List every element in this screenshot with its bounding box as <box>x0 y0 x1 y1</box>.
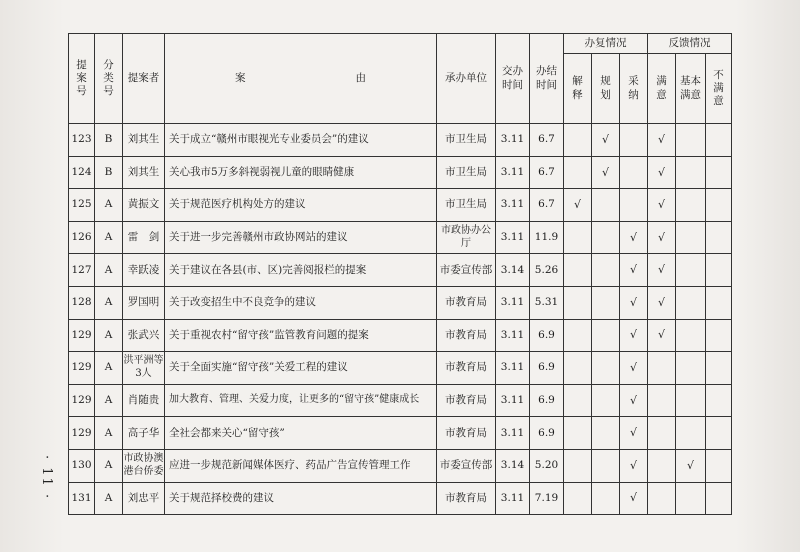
cell-reply-explain <box>564 124 592 157</box>
cell-category: A <box>95 449 123 482</box>
table-row <box>69 482 732 515</box>
header-completed: 办结时间 <box>530 34 564 124</box>
cell-category: A <box>95 482 123 515</box>
header-reply-explain: 解释 <box>564 54 592 124</box>
cell-proposer: 刘其生 <box>123 156 165 189</box>
header-reply-group: 办复情况 <box>564 34 648 54</box>
proposal-table <box>68 33 732 515</box>
cell-fb-basic <box>676 156 706 189</box>
cell-no: 123 <box>69 124 95 157</box>
cell-subject: 关于规范择校费的建议 <box>165 482 437 515</box>
cell-completed: 11.9 <box>530 221 564 254</box>
cell-proposer: 市政协澳港台侨委 <box>123 449 165 482</box>
cell-delivered: 3.11 <box>496 384 530 417</box>
cell-category: B <box>95 156 123 189</box>
cell-subject: 关于全面实施“留守孩”关爱工程的建议 <box>165 352 437 385</box>
cell-fb-not <box>706 124 732 157</box>
cell-proposer: 洪平洲等3人 <box>123 352 165 385</box>
cell-fb-basic <box>676 352 706 385</box>
cell-fb-satisfied: √ <box>648 286 676 319</box>
cell-no: 129 <box>69 384 95 417</box>
cell-fb-not <box>706 384 732 417</box>
cell-delivered: 3.11 <box>496 189 530 222</box>
cell-fb-satisfied: √ <box>648 124 676 157</box>
cell-reply-explain <box>564 352 592 385</box>
cell-fb-satisfied: √ <box>648 156 676 189</box>
cell-reply-plan <box>592 286 620 319</box>
cell-category: A <box>95 319 123 352</box>
cell-delivered: 3.11 <box>496 156 530 189</box>
cell-reply-explain <box>564 384 592 417</box>
header-dept: 承办单位 <box>437 34 496 124</box>
cell-completed: 7.19 <box>530 482 564 515</box>
header-subject-left: 案 <box>235 71 246 84</box>
header-fb-basic: 基本满意 <box>676 54 706 124</box>
cell-proposer: 罗国明 <box>123 286 165 319</box>
cell-fb-basic <box>676 319 706 352</box>
cell-reply-adopt: √ <box>620 384 648 417</box>
cell-dept: 市教育局 <box>437 384 496 417</box>
cell-reply-plan <box>592 254 620 287</box>
table-row <box>69 417 732 450</box>
cell-category: A <box>95 221 123 254</box>
table-row <box>69 352 732 385</box>
cell-delivered: 3.11 <box>496 352 530 385</box>
cell-proposer: 肖随贵 <box>123 384 165 417</box>
cell-reply-plan <box>592 384 620 417</box>
cell-dept: 市政协办公厅 <box>437 221 496 254</box>
cell-reply-explain <box>564 254 592 287</box>
cell-completed: 6.7 <box>530 124 564 157</box>
cell-completed: 5.31 <box>530 286 564 319</box>
cell-fb-basic <box>676 286 706 319</box>
cell-fb-not <box>706 417 732 450</box>
cell-reply-explain <box>564 156 592 189</box>
cell-delivered: 3.14 <box>496 254 530 287</box>
cell-proposer: 雷 剑 <box>123 221 165 254</box>
cell-subject: 全社会都来关心“留守孩” <box>165 417 437 450</box>
cell-fb-basic <box>676 221 706 254</box>
cell-completed: 6.9 <box>530 352 564 385</box>
table-header <box>69 34 732 124</box>
cell-reply-adopt <box>620 124 648 157</box>
cell-fb-not <box>706 482 732 515</box>
cell-fb-basic <box>676 384 706 417</box>
cell-reply-adopt <box>620 156 648 189</box>
cell-dept: 市教育局 <box>437 417 496 450</box>
cell-no: 130 <box>69 449 95 482</box>
cell-fb-basic <box>676 482 706 515</box>
cell-fb-satisfied <box>648 417 676 450</box>
cell-category: A <box>95 417 123 450</box>
cell-reply-adopt: √ <box>620 417 648 450</box>
cell-no: 129 <box>69 319 95 352</box>
cell-completed: 6.9 <box>530 319 564 352</box>
cell-dept: 市教育局 <box>437 352 496 385</box>
header-subject-right: 由 <box>355 71 366 84</box>
table-row <box>69 221 732 254</box>
cell-dept: 市委宣传部 <box>437 254 496 287</box>
cell-reply-explain: √ <box>564 189 592 222</box>
cell-fb-basic <box>676 189 706 222</box>
table-row <box>69 254 732 287</box>
cell-fb-satisfied: √ <box>648 319 676 352</box>
header-delivered: 交办时间 <box>496 34 530 124</box>
cell-category: A <box>95 384 123 417</box>
cell-reply-plan <box>592 189 620 222</box>
cell-dept: 市委宣传部 <box>437 449 496 482</box>
cell-subject: 关于重视农村“留守孩”监管教育问题的提案 <box>165 319 437 352</box>
cell-subject: 关于建议在各县(市、区)完善阅报栏的提案 <box>165 254 437 287</box>
cell-fb-satisfied <box>648 384 676 417</box>
cell-fb-satisfied: √ <box>648 189 676 222</box>
cell-proposer: 幸跃凌 <box>123 254 165 287</box>
cell-reply-adopt: √ <box>620 352 648 385</box>
cell-reply-explain <box>564 286 592 319</box>
cell-fb-basic <box>676 254 706 287</box>
table-row <box>69 156 732 189</box>
cell-no: 124 <box>69 156 95 189</box>
cell-fb-not <box>706 352 732 385</box>
cell-reply-explain <box>564 417 592 450</box>
cell-fb-not <box>706 156 732 189</box>
table-row <box>69 286 732 319</box>
cell-dept: 市教育局 <box>437 286 496 319</box>
cell-reply-adopt: √ <box>620 482 648 515</box>
cell-no: 129 <box>69 417 95 450</box>
cell-fb-satisfied <box>648 482 676 515</box>
cell-fb-not <box>706 254 732 287</box>
cell-fb-satisfied <box>648 449 676 482</box>
cell-completed: 5.20 <box>530 449 564 482</box>
header-fb-satisfied: 满意 <box>648 54 676 124</box>
cell-no: 127 <box>69 254 95 287</box>
cell-completed: 6.9 <box>530 384 564 417</box>
cell-reply-adopt: √ <box>620 449 648 482</box>
cell-category: A <box>95 286 123 319</box>
cell-category: A <box>95 352 123 385</box>
cell-reply-plan <box>592 221 620 254</box>
header-subject <box>165 34 437 124</box>
table-row <box>69 384 732 417</box>
cell-subject: 加大教育、管理、关爱力度，让更多的“留守孩”健康成长 <box>165 384 437 417</box>
cell-fb-satisfied <box>648 352 676 385</box>
cell-subject: 应进一步规范新闻媒体医疗、药品广告宣传管理工作 <box>165 449 437 482</box>
header-fb-not: 不满意 <box>706 54 732 124</box>
cell-completed: 6.7 <box>530 156 564 189</box>
header-proposer: 提案者 <box>123 34 165 124</box>
cell-category: A <box>95 254 123 287</box>
table-row <box>69 189 732 222</box>
header-no: 提案号 <box>69 34 95 124</box>
cell-reply-adopt: √ <box>620 286 648 319</box>
cell-reply-explain <box>564 221 592 254</box>
cell-dept: 市卫生局 <box>437 124 496 157</box>
cell-completed: 5.26 <box>530 254 564 287</box>
header-reply-plan: 规划 <box>592 54 620 124</box>
cell-delivered: 3.14 <box>496 449 530 482</box>
table-row <box>69 124 732 157</box>
cell-fb-not <box>706 449 732 482</box>
cell-reply-adopt: √ <box>620 319 648 352</box>
cell-completed: 6.7 <box>530 189 564 222</box>
cell-reply-plan <box>592 417 620 450</box>
cell-reply-adopt: √ <box>620 221 648 254</box>
cell-subject: 关于成立“赣州市眼视光专业委员会”的建议 <box>165 124 437 157</box>
cell-dept: 市卫生局 <box>437 156 496 189</box>
cell-fb-not <box>706 189 732 222</box>
cell-dept: 市教育局 <box>437 482 496 515</box>
cell-fb-not <box>706 319 732 352</box>
cell-fb-satisfied: √ <box>648 221 676 254</box>
cell-completed: 6.9 <box>530 417 564 450</box>
cell-subject: 关于改变招生中不良竞争的建议 <box>165 286 437 319</box>
page-number: · 11 · <box>39 455 54 501</box>
cell-no: 125 <box>69 189 95 222</box>
cell-fb-satisfied: √ <box>648 254 676 287</box>
cell-reply-plan <box>592 449 620 482</box>
cell-dept: 市卫生局 <box>437 189 496 222</box>
cell-reply-plan: √ <box>592 124 620 157</box>
cell-delivered: 3.11 <box>496 482 530 515</box>
cell-category: A <box>95 189 123 222</box>
cell-reply-explain <box>564 319 592 352</box>
cell-delivered: 3.11 <box>496 319 530 352</box>
cell-delivered: 3.11 <box>496 221 530 254</box>
cell-reply-adopt: √ <box>620 254 648 287</box>
cell-fb-basic: √ <box>676 449 706 482</box>
table-body <box>69 124 732 515</box>
cell-reply-plan <box>592 482 620 515</box>
table-row <box>69 319 732 352</box>
cell-delivered: 3.11 <box>496 286 530 319</box>
header-reply-adopt: 采纳 <box>620 54 648 124</box>
cell-proposer: 黄振文 <box>123 189 165 222</box>
cell-category: B <box>95 124 123 157</box>
cell-fb-basic <box>676 417 706 450</box>
cell-proposer: 刘其生 <box>123 124 165 157</box>
cell-subject: 关心我市5万多斜视弱视儿童的眼睛健康 <box>165 156 437 189</box>
cell-proposer: 张武兴 <box>123 319 165 352</box>
cell-subject: 关于规范医疗机构处方的建议 <box>165 189 437 222</box>
table-row <box>69 449 732 482</box>
header-feedback-group: 反馈情况 <box>648 34 732 54</box>
cell-subject: 关于进一步完善赣州市政协网站的建议 <box>165 221 437 254</box>
cell-no: 129 <box>69 352 95 385</box>
cell-fb-not <box>706 286 732 319</box>
cell-reply-plan: √ <box>592 156 620 189</box>
cell-no: 128 <box>69 286 95 319</box>
header-category: 分类号 <box>95 34 123 124</box>
cell-reply-explain <box>564 482 592 515</box>
cell-delivered: 3.11 <box>496 124 530 157</box>
cell-fb-basic <box>676 124 706 157</box>
cell-no: 126 <box>69 221 95 254</box>
cell-proposer: 刘忠平 <box>123 482 165 515</box>
cell-reply-explain <box>564 449 592 482</box>
cell-delivered: 3.11 <box>496 417 530 450</box>
cell-proposer: 高子华 <box>123 417 165 450</box>
cell-reply-adopt <box>620 189 648 222</box>
cell-dept: 市教育局 <box>437 319 496 352</box>
cell-no: 131 <box>69 482 95 515</box>
cell-reply-plan <box>592 319 620 352</box>
cell-reply-plan <box>592 352 620 385</box>
cell-fb-not <box>706 221 732 254</box>
